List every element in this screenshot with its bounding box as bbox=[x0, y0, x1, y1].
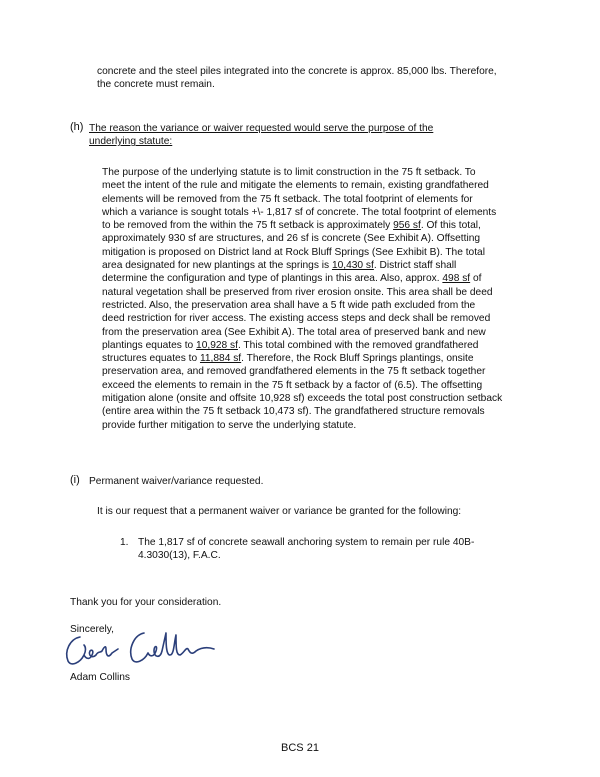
list-item bbox=[138, 536, 474, 563]
body-line bbox=[102, 166, 502, 179]
underlined-value: 956 sf bbox=[393, 220, 421, 232]
body-text: . Of this total, bbox=[420, 220, 481, 232]
body-text: . District staff shall bbox=[373, 260, 457, 272]
body-text: area designated for new plantings at the springs is bbox=[102, 260, 332, 272]
underlined-value: 10,928 sf bbox=[196, 339, 238, 351]
section-h-heading bbox=[89, 122, 433, 149]
body-text: mitigation is proposed on District land at Rock Bluff Springs (See Exhibit B). The total bbox=[102, 246, 485, 258]
body-text: meet the intent of the rule and mitigate the elements to remain, existing grandfathered bbox=[102, 180, 489, 192]
body-line bbox=[102, 392, 502, 405]
body-text: mitigation alone (onsite and offsite 10,928 sf) exceeds the total post construction setback bbox=[102, 393, 503, 405]
section-h-marker: (h) bbox=[70, 121, 84, 133]
body-line bbox=[102, 246, 502, 259]
body-text: structures equates to bbox=[102, 353, 200, 365]
body-line bbox=[102, 219, 502, 232]
page-footer: BCS 21 bbox=[281, 742, 319, 754]
body-line bbox=[102, 232, 502, 245]
body-text: deed restriction for river access. The existing access steps and deck shall be removed bbox=[102, 313, 491, 325]
body-text: determine the configuration and type of plantings in this area. Also, approx. bbox=[102, 273, 443, 285]
list-item-line: The 1,817 sf of concrete seawall anchoring system to remain per rule 40B- bbox=[138, 537, 475, 548]
section-h-body bbox=[102, 166, 502, 432]
body-text: natural vegetation shall be preserved from river erosion onsite. This area shall be deed bbox=[102, 286, 493, 298]
body-text: from the preservation area (See Exhibit A). The total area of preserved bank and new bbox=[102, 326, 486, 338]
intro-line: the concrete must remain. bbox=[97, 79, 215, 91]
body-line bbox=[102, 286, 502, 299]
body-line bbox=[102, 259, 502, 272]
body-text: of bbox=[470, 273, 482, 285]
signer-name: Adam Collins bbox=[70, 672, 131, 683]
body-text: The purpose of the underlying statute is to limit construction in the 75 ft setback. To bbox=[102, 167, 476, 178]
section-i-heading: Permanent waiver/variance requested. bbox=[89, 476, 264, 487]
body-line bbox=[102, 299, 502, 312]
body-text: . Therefore, the Rock Bluff Springs plantings, onsite bbox=[241, 353, 474, 365]
list-item-line: 4.3030(13), F.A.C. bbox=[138, 550, 221, 562]
body-line bbox=[102, 179, 502, 192]
underlined-value: 10,430 sf bbox=[331, 260, 374, 272]
body-line bbox=[102, 352, 502, 365]
underlined-value: 11,884 sf bbox=[199, 353, 242, 365]
body-text: elements will be removed from the 75 ft setback. The total footprint of elements for bbox=[102, 193, 473, 205]
intro-paragraph bbox=[97, 65, 497, 92]
body-text: . This total combined with the removed grandfathered bbox=[237, 339, 479, 351]
body-line bbox=[102, 326, 502, 339]
sincerely-text: Sincerely, bbox=[70, 624, 114, 635]
body-line bbox=[102, 206, 502, 219]
body-text: (entire area within the 75 ft setback 10,473 sf). The grandfathered structure removals bbox=[102, 406, 485, 418]
body-line bbox=[102, 379, 502, 392]
body-text: plantings equates to bbox=[102, 339, 197, 351]
body-text: restricted. Also, the preservation area shall have a 5 ft wide path excluded from the bbox=[102, 299, 476, 311]
body-line bbox=[102, 405, 502, 418]
body-line bbox=[102, 312, 502, 325]
body-line bbox=[102, 193, 502, 206]
body-text: provide further mitigation to serve the underlying statute. bbox=[102, 419, 357, 431]
body-text: exceed the elements to remain in the 75 ft setback by a factor of (6.5). The offsetting bbox=[102, 379, 483, 391]
list-item-number: 1. bbox=[120, 537, 129, 548]
body-text: approximately 930 sf are structures, and 26 sf is concrete (See Exhibit A). Offsetting bbox=[102, 233, 481, 245]
intro-line: concrete and the steel piles integrated into the concrete is approx. 85,000 lbs. Therefore, bbox=[97, 66, 497, 77]
section-h-heading-line: underlying statute: bbox=[89, 136, 173, 148]
body-line bbox=[102, 365, 502, 378]
section-h-heading-line: The reason the variance or waiver requested would serve the purpose of the bbox=[89, 123, 434, 134]
thanks-text: Thank you for your consideration. bbox=[70, 597, 222, 608]
body-text: preservation area, and removed grandfathered elements in the 75 ft setback together bbox=[102, 366, 486, 378]
underlined-value: 498 sf bbox=[442, 273, 471, 285]
section-i-marker: (i) bbox=[70, 474, 80, 486]
body-line bbox=[102, 339, 502, 352]
signature-image bbox=[62, 629, 222, 669]
body-line bbox=[102, 419, 502, 432]
body-text: which a variance is sought totals +\- 1,817 sf of concrete. The total footprint of elements bbox=[102, 206, 497, 218]
section-i-request: It is our request that a permanent waiver or variance be granted for the following: bbox=[97, 506, 462, 517]
body-text: to be removed from the within the 75 ft setback is approximately bbox=[102, 220, 394, 232]
body-line bbox=[102, 272, 502, 285]
